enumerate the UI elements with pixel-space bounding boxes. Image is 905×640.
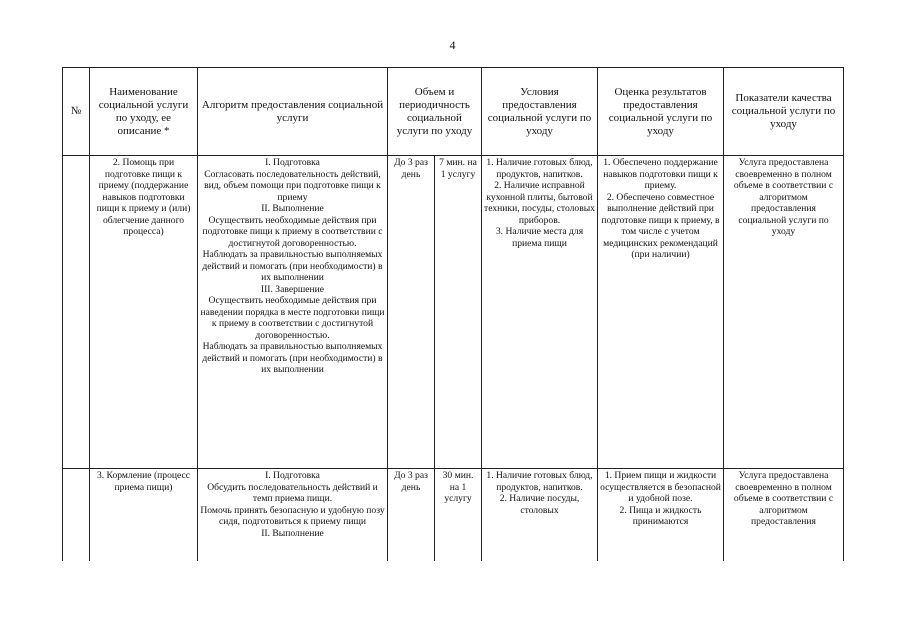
header-number: №: [63, 68, 90, 156]
row-number-cell: [63, 156, 90, 469]
evaluation-line: 1. Обеспечено поддержание навыков подготовки пищи к приему.: [603, 157, 718, 191]
evaluation-line: 2. Пища и жидкость принимаются: [619, 504, 702, 527]
algorithm-line: II. Выполнение: [261, 527, 324, 539]
frequency-cell: До 3 раз день: [388, 156, 435, 469]
evaluation-cell: [598, 156, 724, 469]
page-number: 4: [449, 38, 456, 52]
condition-line: 1. Наличие готовых блюд, продуктов, напитков.: [486, 157, 593, 180]
header-algorithm: Алгоритм предоставления социальной услуги: [198, 68, 388, 156]
algorithm-line: I. Подготовка: [265, 157, 320, 168]
header-quality: Показатели качества социальной услуги по уходу: [724, 68, 844, 156]
algorithm-line: Согласовать последовательность действий, вид, объем помощи при подготовке пищи к приему: [204, 168, 381, 203]
services-table: [62, 67, 844, 561]
service-name-cell: 3. Кормление (процесс приема пищи): [90, 469, 198, 562]
header-evaluation: Оценка результатов предоставления социальной услуги по уходу: [598, 68, 724, 156]
header-volume: Объем и периодичность социальной услуги по уходу: [388, 68, 482, 156]
condition-line: 2. Наличие исправной кухонной плиты, бытовой техники, посуды, столовых приборов.: [484, 180, 595, 226]
evaluation-line: 2. Обеспечено совместное выполнение действий при подготовке пищи к приему, в том числе с учетом медицинских рекомендаций (при наличии): [601, 191, 720, 260]
header-row: [63, 68, 844, 156]
condition-line: 2. Наличие посуды, столовых: [499, 493, 580, 516]
algorithm-line: Наблюдать за правильностью выполняемых действий и помогать (при необходимости) в их выполнении: [202, 341, 383, 375]
algorithm-cell: [198, 156, 388, 469]
header-conditions: Условия предоставления социальной услуги по уходу: [482, 68, 598, 156]
duration-cell: 30 мин. на 1 услугу: [435, 469, 482, 562]
conditions-cell: [482, 156, 598, 469]
frequency-cell: До 3 раз день: [388, 469, 435, 562]
quality-cell: Услуга предоставлена своевременно в полном объеме в соответствии с алгоритмом предоставления социальной услуги по уходу: [724, 156, 844, 469]
quality-cell: Услуга предоставлена своевременно в полном объеме в соответствии с алгоритмом предоставления: [724, 469, 844, 562]
algorithm-line: II. Выполнение: [261, 203, 324, 214]
table-row: [63, 156, 844, 469]
row-number-cell: [63, 469, 90, 562]
algorithm-line: Осуществить необходимые действия при наведении порядка в месте подготовки пищи к приему в соответствии с достигнутой договоренностью.: [200, 295, 385, 341]
algorithm-line: III. Завершение: [260, 283, 325, 295]
evaluation-line: 1. Прием пищи и жидкости осуществляется в безопасной и удобной позе.: [600, 470, 721, 504]
algorithm-line: Наблюдать за правильностью выполняемых действий и помогать (при необходимости) в их выполнении: [202, 249, 383, 283]
condition-line: 3. Наличие места для приема пищи: [495, 226, 584, 249]
algorithm-cell: [198, 469, 388, 562]
service-name-cell: 2. Помощь при подготовке пищи к приему (поддержание навыков подготовки пищи к приему и (или) облегчение данного процесса): [90, 156, 198, 469]
algorithm-line: Помочь принять безопасную и удобную позу сидя, подготовиться к приему пищи: [200, 504, 385, 527]
header-name: Наименование социальной услуги по уходу, ее описание *: [90, 68, 198, 156]
evaluation-cell: [598, 469, 724, 562]
conditions-cell: [482, 469, 598, 562]
table-row: [63, 469, 844, 562]
algorithm-line: Осуществить необходимые действия при подготовке пищи к приему в соответствии с достигнутой договоренностью.: [202, 214, 383, 249]
duration-cell: 7 мин. на 1 услугу: [435, 156, 482, 469]
condition-line: 1. Наличие готовых блюд, продуктов, напитков.: [486, 470, 593, 493]
algorithm-line: Обсудить последовательность действий и темп приема пищи.: [207, 481, 378, 504]
algorithm-line: I. Подготовка: [265, 470, 320, 481]
